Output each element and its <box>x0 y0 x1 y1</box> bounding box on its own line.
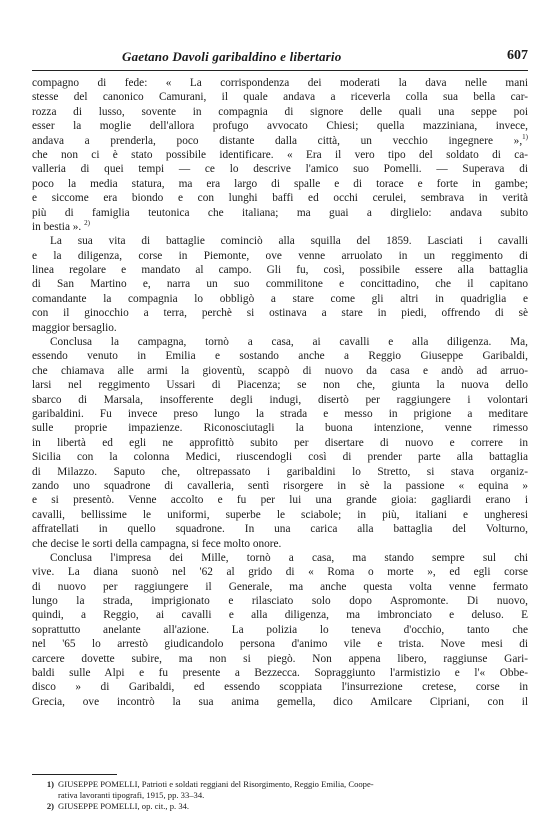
running-header <box>32 47 528 69</box>
text-span: in bestia ». <box>32 220 82 233</box>
page-number: 607 <box>507 48 528 63</box>
text-line: e siccome era biondo e con lunghi baffi ed occhi cerulei, sembrava in verità <box>32 192 528 205</box>
text-line: esser la moglie dell'allora profugo avvocato Chiesi; quella mazziniana, invece, <box>32 120 528 133</box>
text-line: che decise le sorti della campagna, si fece molto onore. <box>32 537 282 550</box>
text-line: che non ci è stato possibile identificare. « Era il vero tipo del soldato di ca- <box>32 148 528 161</box>
footnote-text: GIUSEPPE POMELLI, op. cit., p. 34. <box>58 801 190 811</box>
text-line: lungo la strada, imprigionato e rilasciato solo dopo Aspromonte. Di nuovo, <box>32 595 528 608</box>
text-line: Conclusa l'impresa dei Mille, tornò a casa, ma stando sempre sul chi <box>50 551 528 564</box>
footnote-marker: 1) <box>46 779 54 789</box>
text-line: Conclusa la campagna, tornò a casa, ai cavalli e alla diligenza. Ma, <box>50 336 528 349</box>
text-line: e si presentò. Venne accolto e fu per lui una grande gioia: gagliardi erano i <box>32 494 528 507</box>
text-line: cavalli, bellissime le uniformi, superbe le sciabole; in più, italiani e ungheresi <box>32 508 528 521</box>
text-line: nel '65 lo arrestò giudicandolo persona d'animo vile e trista. Nove mesi di <box>32 638 528 651</box>
footnote-ref: 1) <box>522 133 528 141</box>
text-line: affratellati in quello squadrone. In una carica alla battaglia del Volturno, <box>32 523 528 536</box>
text-line: La sua vita di battaglie cominciò alla squilla del 1859. Lasciati i cavalli <box>50 235 528 248</box>
text-span: andava a prenderla, poco distante dalla città, un vecchio ingegnere », <box>32 134 523 147</box>
text-line: comandante la compagnia lo obbligò a stare come gli altri in quadriglia e <box>32 292 528 305</box>
text-line: di Milazzo. Saputo che, oltrepassato i garibaldini lo Stretto, si stava organiz- <box>32 465 528 478</box>
text-line: garibaldini. Fu invece preso lungo la strada e messo in prigione a meditare <box>32 407 528 420</box>
text-line: e la diligenza, corse in Piemonte, ove venne arruolato in un reggimento di <box>32 249 528 262</box>
body-text <box>32 76 528 709</box>
running-title: Gaetano Davoli garibaldino e libertario <box>122 49 342 64</box>
text-line: poco la media statura, ma era largo di spalle e di torace e forte in gambe; <box>32 177 528 190</box>
text-line: baldi sulle Alpi e fu presente a Bezzecca. Sopraggiunto l'armistizio e l'« Obbe- <box>32 667 528 680</box>
text-line: Grecia, ove incontrò la sua anima gemella, dico Amilcare Cipriani, con il <box>32 695 528 708</box>
text-line: Sicilia con la colonna Medici, riuscendogli così di prender parte alla battaglia <box>32 451 528 464</box>
text-line: più di famiglia teutonica che italiana; ma guai a dirglielo: andava subito <box>32 206 528 219</box>
text-line: quindi, a Reggio, ai cavalli e alla diligenza, ma imbronciato e deluso. E <box>32 609 528 622</box>
footnotes <box>32 779 528 812</box>
text-line: larsi nel reggimento Ussari di Piacenza; se non che, giunta la nuova dello <box>32 379 528 392</box>
text-line: stesse del canonico Camurani, il quale andava a riceverla colla sua bella car- <box>32 91 528 104</box>
text-line: zando uno squadrone di cavalleria, sentì risorgere in sè la passione « equina » <box>32 479 528 492</box>
text-line <box>32 220 528 234</box>
text-line: valleria di quei tempi — ce lo descrive l'amico suo Pomelli. — Superava di <box>32 163 528 176</box>
footnote-2 <box>32 801 528 812</box>
text-line: sbarco di Marsala, insofferente degli indugi, disertò per raggiungere i volontari <box>32 393 528 406</box>
footnote-1-continuation: rativa lavoranti tipografi, 1915, pp. 33–34. <box>58 790 205 800</box>
text-line: in libertà ed egli ne approfittò subito per disertare di nuovo e correre in <box>32 436 528 449</box>
text-line: vive. La diana suonò nel '62 al grido di « Roma o morte », ed egli corse <box>32 566 528 579</box>
text-line: carcere dovette subire, ma non si piegò. Non appena libero, raggiunse Gari- <box>32 652 528 665</box>
header-rule <box>32 70 528 71</box>
text-line <box>32 134 528 148</box>
text-line: soprattutto anelante all'azione. La polizia lo teneva d'occhio, tanto che <box>32 623 528 636</box>
footnote-marker: 2) <box>46 801 54 811</box>
text-line: di nuovo per raggiungere il Generale, ma anche questa volta venne fermato <box>32 580 528 593</box>
text-line: maggior bersaglio. <box>32 321 117 334</box>
text-line: compagno di fede: « La corrispondenza dei moderati la dava nelle mani <box>32 77 528 89</box>
text-line: linea regolare e mandato al campo. Gli fu, così, possibile essere alla battaglia <box>32 264 528 277</box>
text-line: essendo venuto in Emilia e sostando anche a Reggio Giuseppe Garibaldi, <box>32 350 528 363</box>
text-line: disco » di Garibaldi, ed essendo scoppiata l'insurrezione cretese, corse in <box>32 681 528 694</box>
footnote-rule <box>32 774 117 775</box>
text-line: con il ginocchio a terra, perchè si ostinava a stare in piedi, offrendo di sè <box>32 307 528 320</box>
footnote-text: GIUSEPPE POMELLI, Patrioti e soldati reggiani del Risorgimento, Reggio Emilia, Coope- <box>58 779 374 789</box>
text-line: di San Martino e, narra un suo commilitone e concittadino, che il capitano <box>32 278 528 291</box>
text-line: rozza di lusso, sovente in compagnia di signore delle quali una seppe poi <box>32 105 528 118</box>
footnote-1 <box>32 779 528 790</box>
text-line: sulle proprie impazienze. Riconosciutagli la buona intenzione, venne rimesso <box>32 422 528 435</box>
footnote-ref: 2) <box>84 219 90 228</box>
text-line: che chiamava alle armi la gioventù, scappò di nuovo da casa e andò ad arruo- <box>32 364 528 377</box>
